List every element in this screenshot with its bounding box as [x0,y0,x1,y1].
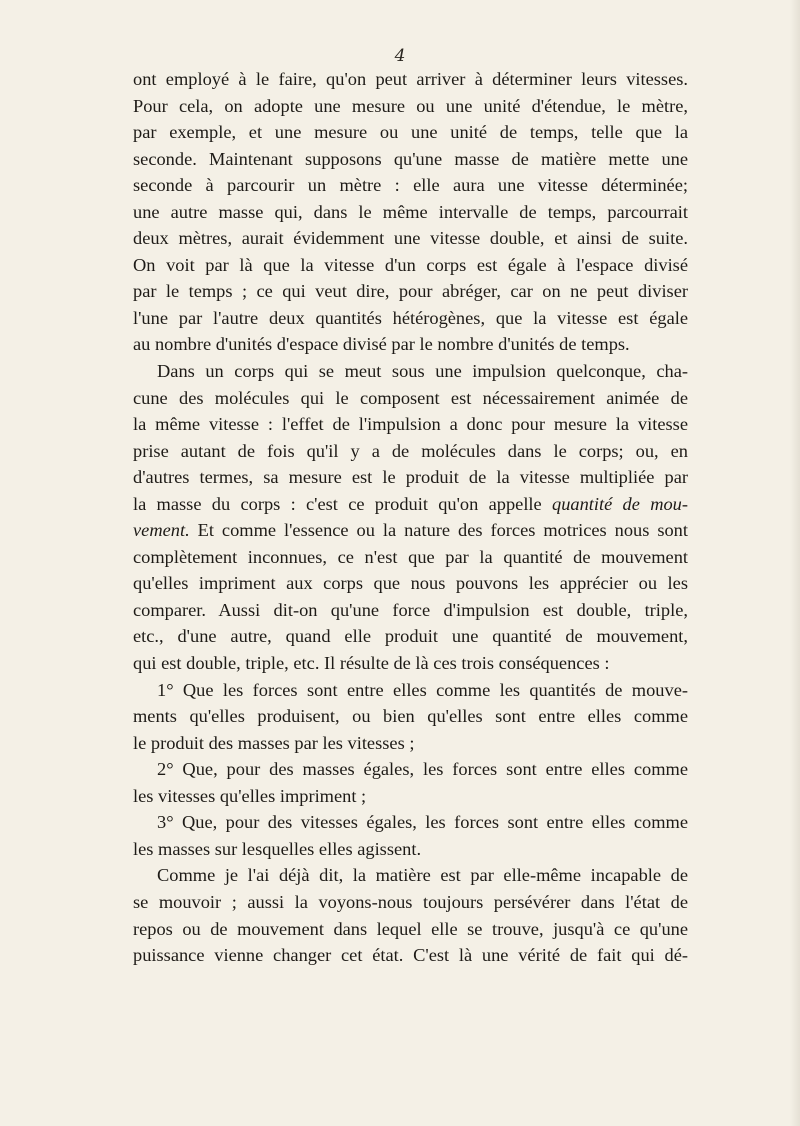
text-line: puissance vienne changer cet état. C'est là une vérité de fait qui dé- [133,945,688,966]
text-line: seconde. Maintenant supposons qu'une masse de matière mette une [133,148,688,169]
text-line: Pour cela, on adopte une mesure ou une unité d'étendue, le mètre, [133,95,688,116]
text-line: 3° Que, pour des vitesses égales, les forces sont entre elles comme [157,812,688,833]
text-line: qu'elles impriment aux corps que nous pouvons les apprécier ou les [133,573,688,594]
text-line: comparer. Aussi dit-on qu'une force d'impulsion est double, triple, [133,599,688,620]
text-line: par exemple, et une mesure ou une unité de temps, telle que la [133,122,688,143]
text-line: Comme je l'ai déjà dit, la matière est par elle-même incapable de [157,865,688,886]
text-line: ont employé à le faire, qu'on peut arriver à déterminer leurs vitesses. [133,69,688,89]
text-line: deux mètres, aurait évidemment une vitesse double, et ainsi de suite. [133,228,688,249]
text-line: les vitesses qu'elles impriment ; [133,785,367,806]
text-line: seconde à parcourir un mètre : elle aura une vitesse déterminée; [133,175,688,196]
text-line: 1° Que les forces sont entre elles comme les quantités de mouve- [157,679,688,700]
text-line: se mouvoir ; aussi la voyons-nous toujours persévérer dans l'état de [133,891,688,912]
text-line: le produit des masses par les vitesses ; [133,732,415,753]
text-line: complètement inconnues, ce n'est que par la quantité de mouvement [133,546,688,567]
text-line: au nombre d'unités d'espace divisé par le nombre d'unités de temps. [133,334,630,355]
text-line: On voit par là que la vitesse d'un corps est égale à l'espace divisé [133,254,688,275]
body-text [133,66,688,969]
text-line: la masse du corps : c'est ce produit qu'on appelle quantité de mou- [133,493,689,514]
text-line: l'une par l'autre deux quantités hétérogènes, que la vitesse est égale [133,307,688,328]
text-line: cune des molécules qui le composent est nécessairement animée de [133,387,688,408]
text-line: par le temps ; ce qui veut dire, pour abréger, car on ne peut diviser [133,281,688,302]
text-line: les masses sur lesquelles elles agissent. [133,838,422,859]
text-line: vement. Et comme l'essence ou la nature des forces motrices nous sont [133,520,688,541]
page-number: 4 [394,46,406,66]
text-line: Dans un corps qui se meut sous une impulsion quelconque, cha- [157,361,688,382]
text-line: qui est double, triple, etc. Il résulte de là ces trois conséquences : [133,653,610,674]
text-line: etc., d'une autre, quand elle produit une quantité de mouvement, [133,626,688,647]
text-line: prise autant de fois qu'il y a de molécules dans le corps; ou, en [133,440,688,461]
text-line: repos ou de mouvement dans lequel elle se trouve, jusqu'à ce qu'une [133,918,688,939]
text-line: une autre masse qui, dans le même intervalle de temps, parcourrait [133,201,688,222]
page-edge-shadow [790,0,800,1126]
text-line: 2° Que, pour des masses égales, les forces sont entre elles comme [157,759,688,780]
text-line: d'autres termes, sa mesure est le produit de la vitesse multipliée par [133,467,688,488]
text-line: la même vitesse : l'effet de l'impulsion a donc pour mesure la vitesse [133,414,688,435]
text-line: ments qu'elles produisent, ou bien qu'elles sont entre elles comme [133,706,688,727]
